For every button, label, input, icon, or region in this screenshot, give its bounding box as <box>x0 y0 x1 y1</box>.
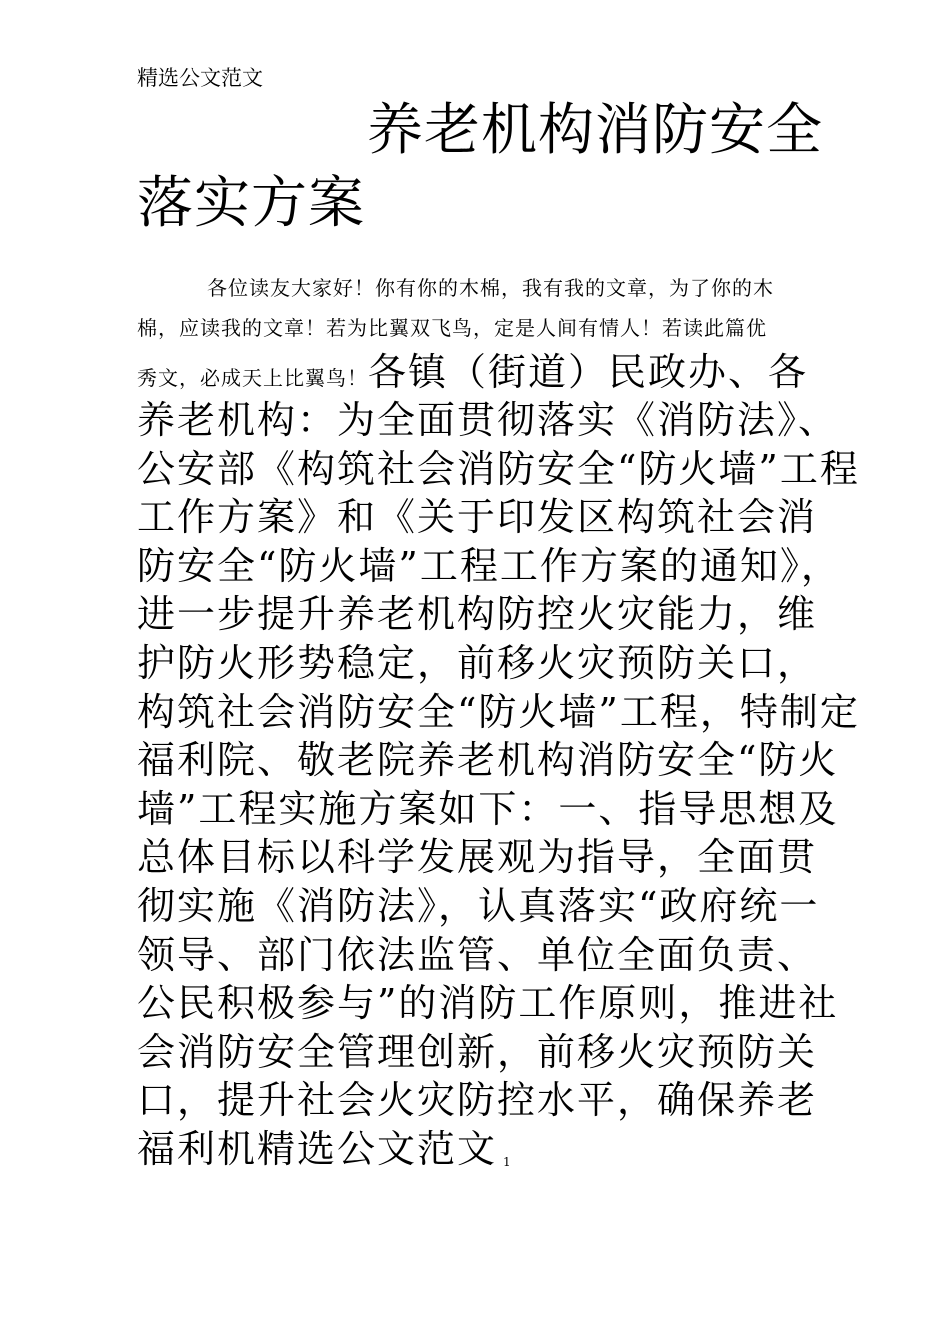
body-line: 福利院、敬老院养老机构消防安全“防火 <box>137 738 839 783</box>
page-number: 1 <box>503 1154 511 1169</box>
body-last-text: 福利机精选公文范文 <box>137 1126 498 1171</box>
body-line: 墙”工程实施方案如下：一、指导思想及 <box>137 786 839 831</box>
body-line: 防安全“防火墙”工程工作方案的通知》， <box>137 543 841 588</box>
body-last-line <box>137 1125 827 1174</box>
document-title <box>137 94 827 240</box>
body-line: 口，提升社会火灾防控水平，确保养老 <box>137 1078 818 1123</box>
body-line: 总体目标以科学发展观为指导，全面贯 <box>137 835 818 880</box>
body-line: 公安部《构筑社会消防安全“防火墙”工程 <box>137 446 860 491</box>
body-line: 彻实施《消防法》，认真落实“政府统一 <box>137 883 820 928</box>
intro-line-end: 秀文，必成天上比翼鸟！ <box>137 366 368 390</box>
body-line: 公民积极参与”的消防工作原则，推进社 <box>137 981 839 1026</box>
body-line: 养老机构：为全面贯彻落实《消防法》、 <box>137 398 839 442</box>
body-line: 领导、部门依法监管、单位全面负责、 <box>137 932 818 977</box>
intro-line: 各位读友大家好！你有你的木棉，我有我的文章，为了你的木 <box>207 276 774 300</box>
intro-line: 棉，应读我的文章！若为比翼双飞鸟，定是人间有情人！若读此篇优 <box>137 316 767 340</box>
mixed-line <box>137 348 827 396</box>
body-line: 护防火形势稳定，前移火灾预防关口， <box>137 640 818 685</box>
body-line: 构筑社会消防安全“防火墙”工程，特制定 <box>137 689 860 734</box>
body-first-text: 各镇（街道）民政办、各 <box>368 350 809 394</box>
header-note: 精选公文范文 <box>137 66 263 90</box>
body-line: 进一步提升养老机构防控火灾能力，维 <box>137 592 818 637</box>
title-line-1: 养老机构消防安全 <box>367 98 823 163</box>
document-body <box>137 268 860 1174</box>
body-line: 工作方案》和《关于印发区构筑社会消 <box>137 495 818 540</box>
body-line: 会消防安全管理创新，前移火灾预防关 <box>137 1029 818 1074</box>
title-line-2: 落实方案 <box>137 171 365 236</box>
